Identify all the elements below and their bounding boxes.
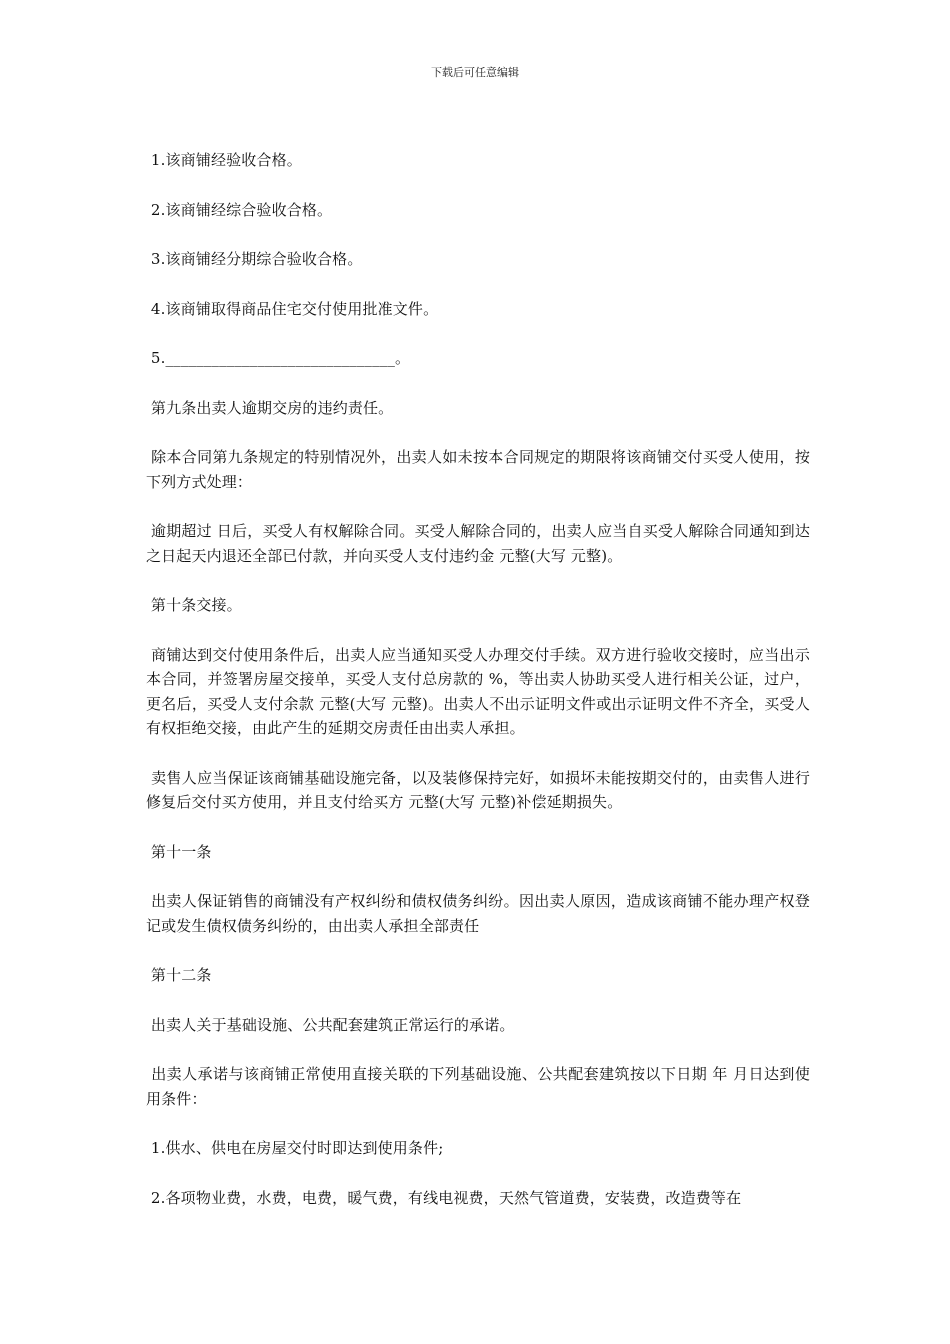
article-12-item-1: 1.供水、供电在房屋交付时即达到使用条件; (146, 1139, 444, 1157)
document-body (146, 148, 810, 1235)
article-12-commitment: 出卖人承诺与该商铺正常使用直接关联的下列基础设施、公共配套建筑按以下日期 年 月日达到使用条件： (146, 1065, 811, 1108)
article-11-body: 出卖人保证销售的商铺没有产权纠纷和债权债务纠纷。因出卖人原因，造成该商铺不能办理产权登记或发生债权债务纠纷的，由出卖人承担全部责任 (146, 892, 810, 935)
page-header-note: 下载后可任意编辑 (431, 66, 519, 79)
article-10-heading: 第十条交接。 (146, 596, 242, 614)
article-9-heading: 第九条出卖人逾期交房的违约责任。 (146, 398, 394, 417)
article-12-title: 出卖人关于基础设施、公共配套建筑正常运行的承诺。 (146, 1015, 515, 1034)
paragraph-clause-3: 3.该商铺经分期综合验收合格。 (146, 250, 363, 268)
article-12-item-2: 2.各项物业费，水费，电费，暖气费，有线电视费，天然气管道费，安装费，改造费等在 (146, 1188, 742, 1207)
article-9-body: 除本合同第九条规定的特别情况外，出卖人如未按本合同规定的期限将该商铺交付买受人使用，按下列方式处理： (146, 448, 810, 491)
paragraph-clause-1: 1.该商铺经验收合格。 (146, 151, 302, 169)
paragraph-clause-2: 2.该商铺经综合验收合格。 (146, 200, 333, 219)
article-11-heading: 第十一条 (146, 842, 212, 861)
article-12-heading: 第十二条 (146, 966, 212, 984)
article-10-handover: 商铺达到交付使用条件后，出卖人应当通知买受人办理交付手续。双方进行验收交接时，应当出示本合同，并签署房屋交接单，买受人支付总房款的 %，等出卖人协助买受人进行相关公证，过户，更名后，买受人支付余款 元整(大写 元整)。出卖人不出示证明文件或出示证明文件不齐全，买受人有权拒绝交接，由此产生的延期交房责任由出卖人承担。 (146, 645, 810, 737)
paragraph-clause-4: 4.该商铺取得商品住宅交付使用批准文件。 (146, 299, 439, 318)
article-9-overdue: 逾期超过 日后，买受人有权解除合同。买受人解除合同的，出卖人应当自买受人解除合同通知到达之日起天内退还全部已付款，并向买受人支付违约金 元整(大写 元整)。 (146, 522, 810, 565)
article-10-maintenance: 卖售人应当保证该商铺基础设施完备，以及装修保持完好，如损坏未能按期交付的，由卖售人进行修复后交付买方使用，并且支付给买方 元整(大写 元整)补偿延期损失。 (146, 768, 810, 811)
paragraph-clause-5-blank: 5.______________________________。 (146, 349, 411, 367)
